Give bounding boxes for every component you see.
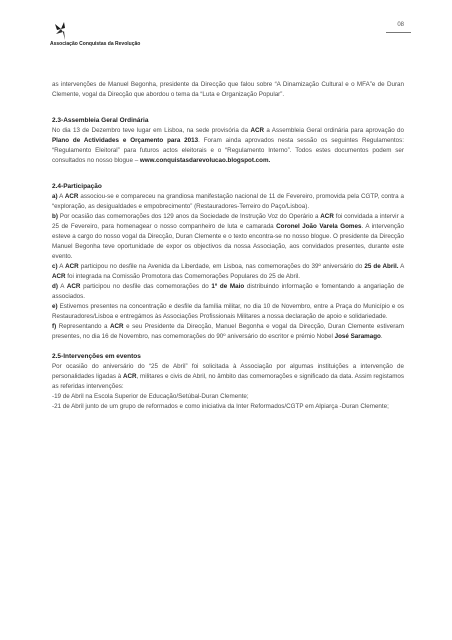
item-a-paragraph: a) A ACR associou-se e compareceu na grandiosa manifestação nacional de 11 de Fevereiro, promovida pela CGTP, contra a “exploração, as desigualdades e empobrecimento” (Restauradores-Terreiro do Paço/Lisboa). (52, 193, 405, 210)
section-2-3-paragraph: No dia 13 de Dezembro teve lugar em Lisboa, na sede provisória da ACR a Assembleia Geral ordinária para aprovação do Plano de Actividades e Orçamento para 2013. Foram ainda aprovados nesta sessão os seguintes Regulamentos: “Regulamento Eleitoral” para futuros actos eleitorais e o “Regulamento Interno”. Todos estes documentos podem ser consultados no nosso blogue – www.conquistasdarevolucao.blogspot.com. (52, 127, 404, 164)
list-item: -19 de Abril na Escola Superior de Educação/Setúbal-Duran Clemente; (52, 393, 249, 400)
item-e-paragraph: e) Estivemos presentes na concentração e desfile da família militar, no dia 10 de Novembro, entre a Praça do Município e os Restauradores/Lisboa e entregámos às Associações Profissionais Militares a nossa declaração de apoio e solidariedade. (52, 303, 404, 320)
intro-paragraph: as intervenções de Manuel Begonha, presidente da Direcção que falou sobre “A Dinamização Cultural e o MFA”e de Duran Clemente, vogal da Direcção que abordou o tema da “Luta e Organização Popular”. (52, 81, 404, 98)
carnation-logo-icon (52, 20, 74, 42)
item-d-paragraph: d) A ACR participou no desfile das comemorações do 1º de Maio distribuindo informação e fomentando a angariação de associados. (52, 283, 405, 300)
section-heading-2-5: 2.5-Intervenções em eventos (52, 353, 141, 360)
item-c-paragraph: c) A ACR participou no desfile na Avenida da Liberdade, em Lisboa, nas comemorações do 39º aniversário do 25 de Abril. A ACR foi integrada na Comissão Promotora das Comemorações Populares do 25 de Abril. (52, 263, 405, 280)
page-number-rule (386, 32, 411, 33)
org-logo (52, 20, 222, 60)
list-item: -21 de Abril junto de um grupo de reformados e como iniciativa da Inter Reformados/CGTP em Alpiarça -Duran Clemente; (52, 403, 389, 410)
blog-url: www.conquistasdarevolucao.blogspot.com. (139, 157, 271, 164)
section-heading-2-4: 2.4-Participação (52, 183, 102, 190)
org-name: Associação Conquistas da Revolução (50, 41, 141, 47)
item-f-paragraph: f) Representando a ACR e seu Presidente da Direcção, Manuel Begonha e vogal da Direcção, Duran Clemente estiveram presentes, no dia 16 de Novembro, nas comemorações do 90º aniversário do escritor e prémio Nobel José Saramago. (52, 323, 404, 340)
page-number: 08 (397, 22, 404, 28)
section-heading-2-3: 2.3-Assembleia Geral Ordinária (52, 117, 149, 124)
document-body (52, 80, 404, 412)
item-b-paragraph: b) Por ocasião das comemorações dos 129 anos da Sociedade de Instrução Voz do Operário a ACR foi convidada a intervir a 25 de Fevereiro, para homenagear o nosso companheiro de luta e camarada Coronel João Varela Gomes. A intervenção esteve a cargo do nosso vogal da Direcção, Duran Clemente e o texto encontra-se no nosso blogue. O presidente da Direcção Manuel Begonha teve oportunidade de expor os objectivos da nossa Associação, aos convidados presentes, durante este evento. (52, 213, 404, 260)
section-2-5-paragraph: Por ocasião do aniversário do “25 de Abril” foi solicitada à Associação por algumas instituições a intervenção de personalidades ligadas à ACR, militares e civis de Abril, no âmbito das comemorações e significado da data. Assim registamos as referidas intervenções: (52, 363, 404, 390)
